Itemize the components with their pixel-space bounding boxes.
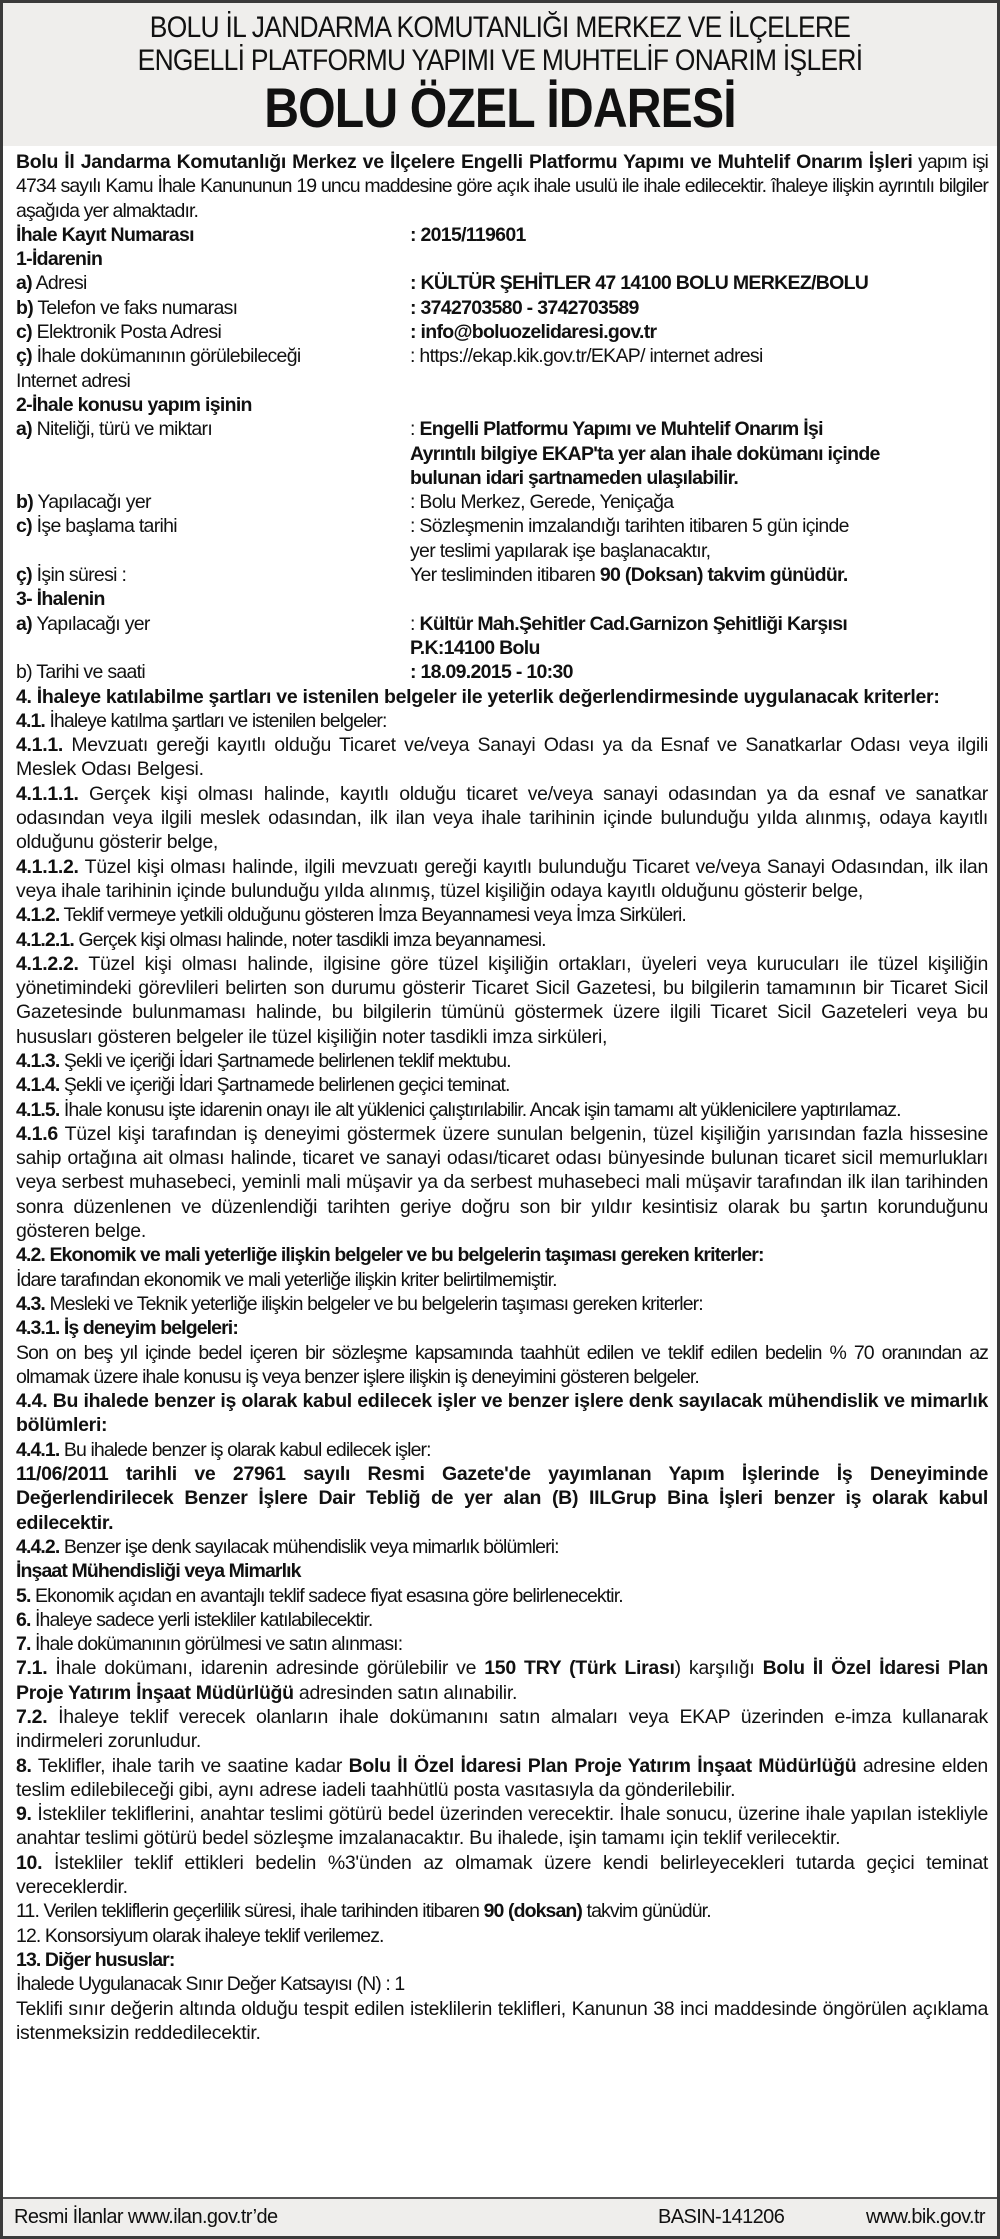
clause-number: 4.1.1.2. (16, 855, 79, 878)
clause-text: takvim günüdür. (582, 1900, 711, 1923)
clause-number: 4.1.4. (16, 1074, 60, 1097)
clause-4-4-title-text: 4.4. Bu ihalede benzer iş olarak kabul edilecek işler ve benzer işlere denk sayılacak mühendislik ve mimarlık bölümleri: (16, 1390, 988, 1437)
section-2-row-a-cont (16, 466, 988, 490)
clause-text: İhale konusu işte idarenin onayı ile alt yüklenici çalıştırılabilir. Ancak işin tamamı alt yüklenicilere yaptırılamaz. (59, 1098, 901, 1121)
row-label: Adresi (31, 272, 87, 295)
official-ads-link[interactable]: Resmi İlanlar www.ilan.gov.tr’de (14, 2206, 278, 2228)
section-1-title (16, 247, 988, 271)
clause-10 (16, 1851, 988, 1900)
header-title-line-2: ENGELLİ PLATFORMU YAPIMI VE MUHTELİF ONARIM İŞLERİ (137, 44, 863, 77)
section-2-row-b (16, 490, 988, 514)
clause-9 (16, 1802, 988, 1851)
row-key: a) (16, 612, 32, 635)
section-4-title (16, 685, 988, 709)
clause-text: Gerçek kişi olması halinde, noter tasdikli imza beyannamesi. (73, 928, 546, 951)
clause-text: Şekli ve içeriği İdari Şartnamede belirlenen teklif mektubu. (59, 1049, 511, 1072)
bik-website-link[interactable]: www.bik.gov.tr (865, 2206, 985, 2228)
clause-text: Gerçek kişi olması halinde, kayıtlı olduğu ticaret ve/veya sanayi odasından ya da esnaf ve sanatkar odasından veya ilgili meslek odasından, ilk ilan veya ihale tarihinin içinde bulunduğu yılda alınmış, odaya kayıtlı olduğunu gösterir belge, (16, 782, 988, 854)
document-price: 150 TRY (Türk Lirası (484, 1657, 675, 1680)
section-2-row-c (16, 514, 988, 538)
clause-text: 11. Verilen tekliflerin geçerlilik süresi, ihale tarihinden itibaren (16, 1900, 484, 1923)
announcement-header (3, 3, 997, 146)
intro-bold: Bolu İl Jandarma Komutanlığı Merkez ve İlçelere Engelli Platformu Yapımı ve Muhtelif Onarım İşleri (16, 151, 913, 173)
clause-text: İhaleye katılma şartları ve istenilen belgeler: (44, 709, 387, 732)
clause-number: 4.1.1.1. (16, 782, 79, 805)
clause-number: 7. (16, 1633, 31, 1656)
duration-value: 90 (Doksan) takvim günüdür. (599, 564, 848, 587)
clause-4-4-2 (16, 1535, 988, 1559)
section-1-row (16, 320, 988, 344)
clause-text: adresinden satın alınabilir. (293, 1681, 518, 1704)
row-key: ç) (16, 345, 32, 368)
email-link[interactable]: : info@boluozelidaresi.gov.tr (410, 321, 657, 344)
clause-13-title (16, 1948, 988, 1972)
row-key: c) (16, 515, 32, 538)
clause-number: 7.2. (16, 1706, 48, 1728)
press-code: BASIN-141206 (658, 2206, 785, 2228)
clause-text: İhale dokümanı, idarenin adresinde görülebilir ve (47, 1657, 485, 1680)
colon: : (410, 418, 420, 441)
clause-number: 4.1.1. (16, 734, 63, 757)
clause-text: Bu ihalede benzer iş olarak kabul edilecek işler: (59, 1438, 431, 1461)
tender-datetime-value: : 18.09.2015 - 10:30 (410, 661, 573, 684)
clause-text: Mevzuatı gereği kayıtlı olduğu Ticaret ve/veya Sanayi Odası ya da Esnaf ve Sanatkarlar Odası veya ilgili Meslek Odası Belgesi. (16, 734, 988, 781)
row-key: b) (16, 296, 34, 319)
row-key: a) (16, 272, 32, 295)
row-key: b) (16, 491, 34, 514)
clause-4-2-title (16, 1243, 988, 1267)
clause-number: 6. (16, 1608, 31, 1631)
ekap-link[interactable]: : https://ekap.kik.gov.tr/EKAP/ internet adresi (410, 345, 763, 368)
clause-4-4-1 (16, 1438, 988, 1462)
clause-number: 4.1.2.1. (16, 928, 74, 951)
section-3-row-a-cont (16, 636, 988, 660)
registration-row (16, 223, 988, 247)
start-date-value: : Sözleşmenin imzalandığı tarihten itibaren 5 gün içinde (410, 515, 849, 538)
clause-text: Tüzel kişi tarafından iş deneyimi göstermek üzere sunulan belgenin, tüzel kişiliğin yarısından fazla hissesine sahip ortağına ait olması halinde, ticaret ve sanayi odası/ticaret odası bünyesinde bulunan ticaret sicil memurlukları veya serbest muhasebeci, yeminli mali müşavir ya da serbest muhasebeci mali müşavir tarafından ilk ilan tarihinden sonra düzenlenen ve düzenlendiği tarihten geriye doğru son bir yıldır kesintisiz olarak bu şartın korunduğunu gösteren belge. (16, 1122, 988, 1243)
clause-number: 5. (16, 1584, 31, 1607)
clause-4-1-1-1 (16, 782, 988, 855)
directorate-name: Bolu İl Özel İdaresi Plan Proje Yatırım İnşaat Müdürlüğü (16, 1657, 988, 1704)
clause-5 (16, 1584, 988, 1608)
row-label: İşe başlama tarihi (31, 515, 177, 538)
section-1-row (16, 296, 988, 320)
section-3-row-a (16, 612, 988, 636)
clause-text: Teklif vermeye yetkili olduğunu gösteren İmza Beyannamesi veya İmza Sirküleri. (59, 904, 686, 927)
clause-number: 4.1. (16, 709, 45, 732)
tender-place-value: Kültür Mah.Şehitler Cad.Garnizon Şehitliği Karşısı (419, 612, 848, 635)
clause-11 (16, 1899, 988, 1923)
clause-text: Tüzel kişi olması halinde, ilgili mevzuatı gereği kayıtlı bulunduğu Ticaret ve/veya Sanayi Odasından, ilk ilan veya ihale tarihinin içinde bulunduğu yılda alınmış, tüzel kişiliğin odaya kayıtlı olduğunu gösterir belge, (16, 855, 988, 902)
row-label: Elektronik Posta Adresi (31, 321, 222, 344)
row-key: c) (16, 321, 32, 344)
clause-4-4-2-bold (16, 1559, 988, 1583)
section-2-row-a (16, 417, 988, 441)
clause-number: 4.1.5. (16, 1098, 60, 1121)
clause-4-1-2 (16, 903, 988, 927)
announcement-footer (3, 2197, 997, 2236)
clause-number: 7.1. (16, 1657, 48, 1680)
row-label: Yapılacağı yer (31, 612, 150, 635)
clause-4-4-title (16, 1389, 988, 1438)
clause-text: Tüzel kişi olması halinde, ilgisine göre tüzel kişiliğin ortakları, üyeleri veya kurucuları ile tüzel kişiliğin yönetimindeki görevlileri belirten son durumu gösterir Ticaret Sicil Gazetesi, bu bilgilerin tamamının bir Ticaret Sicil Gazetesinde bulunmaması halinde, bu bilgilerin tümünü göstermek üzere ilgili Ticaret Sicil Gazeteleri veya bu hususları gösteren belgeler ile tüzel kişiliğin noter tasdikli imza sirküleri, (16, 952, 988, 1048)
section-3-title (16, 587, 988, 611)
clause-number: 10. (16, 1851, 43, 1874)
clause-4-2-text: İdare tarafından ekonomik ve mali yeterliğe ilişkin kriter belirtilmemiştir. (16, 1268, 557, 1291)
clause-number: 4.1.6 (16, 1122, 58, 1145)
registration-value: : 2015/119601 (410, 223, 526, 246)
intro-text: yapım işi 4734 sayılı Kamu İhale Kanununun 19 uncu maddesine göre açık ihale usulü ile ihale edilecektir. îhaleye ilişkin ayrıntılı bilgiler aşağıda yer almaktadır. (16, 151, 988, 222)
phone-value: : 3742703580 - 3742703589 (410, 296, 639, 319)
clause-text: Teklifler, ihale tarih ve saatine kadar (31, 1754, 349, 1777)
clause-text: İhaleye sadece yerli istekliler katılabilecektir. (30, 1608, 373, 1631)
section-2-title-text: 2-İhale konusu yapım işinin (16, 393, 252, 416)
section-2-row-d (16, 563, 988, 587)
similar-works-text: 11/06/2011 tarihli ve 27961 sayılı Resmi Gazete'de yayımlanan Yapım İşlerinde İş Deneyiminde Değerlendirilecek Benzer İşlere Dair Tebliğ de yer alan (B) IILGrup Bina İşleri benzer iş olarak kabul edilecektir. (16, 1463, 988, 1534)
clause-4-3-1-text: Son on beş yıl içinde bedel içeren bir sözleşme kapsamında taahhüt edilen ve teklif edilen bedelin % 70 oranından az olmamak üzere ihale konusu iş veya benzer işlere ilişkin iş deneyimini gösteren belgeler. (16, 1341, 988, 1388)
clause-4-3-1-title (16, 1316, 988, 1340)
clause-text: Şekli ve içeriği İdari Şartnamede belirlenen geçici teminat. (59, 1074, 510, 1097)
intro-paragraph (16, 150, 988, 223)
work-nature-value: Engelli Platformu Yapımı ve Muhtelif Onarım İşi (419, 418, 823, 441)
clause-text: Benzer işe denk sayılacak mühendislik veya mimarlık bölümleri: (59, 1535, 559, 1558)
section-4-title-text: 4. İhaleye katılabilme şartları ve istenilen belgeler ile yeterlik değerlendirmesinde uygulanacak kriterler: (16, 685, 940, 708)
clause-4-1-4 (16, 1073, 988, 1097)
clause-text: İstekliler tekliflerini, anahtar teslimi götürü bedel üzerinden verecektir. İhale sonucu, üzerine ihale yapılan istekliyle anahtar teslimi götürü bedel sözleşme imzalanacaktır. Bu ihalede, işin tamamı için teklif verilecektir. (16, 1803, 988, 1850)
institution-title: BOLU ÖZEL İDARESİ (264, 76, 736, 139)
clause-7 (16, 1632, 988, 1656)
row-label: İhale dokümanının görülebileceği (31, 345, 301, 368)
row-key: a) (16, 418, 32, 441)
internet-address-label: Internet adresi (16, 369, 131, 392)
row-label: Telefon ve faks numarası (33, 296, 238, 319)
clause-text: ) karşılığı (674, 1657, 763, 1680)
clause-13-title-text: 13. Diğer hususlar: (16, 1948, 175, 1971)
clause-number: 4.1.2. (16, 904, 60, 927)
clause-text: adresine elden teslim edilebileceği gibi, aynı adrese iadeli taahhütlü posta vasıtasıyla da gönderilebilir. (16, 1754, 988, 1801)
work-nature-line-3: bulunan idari şartnameden ulaşılabilir. (410, 466, 739, 489)
colon: : (410, 612, 420, 635)
clause-number: 4.3. (16, 1292, 45, 1315)
row-label: İşin süresi : (31, 564, 127, 587)
clause-4-1 (16, 709, 988, 733)
clause-12: 12. Konsorsiyum olarak ihaleye teklif verilemez. (16, 1924, 384, 1947)
clause-7-2 (16, 1705, 988, 1754)
work-nature-line-2: Ayrıntılı bilgiye EKAP'ta yer alan ihale dokümanı içinde (410, 442, 880, 465)
clause-number: 4.4.2. (16, 1535, 60, 1558)
row-label: Niteliği, türü ve miktarı (31, 418, 213, 441)
section-3-row-b (16, 660, 988, 684)
clause-number: 9. (16, 1803, 32, 1826)
clause-6 (16, 1608, 988, 1632)
row-key: ç) (16, 564, 32, 587)
duration-text: Yer tesliminden itibaren (410, 564, 600, 587)
clause-text: İhaleye teklif verecek olanların ihale dokümanını satın almaları veya EKAP üzerinden e-imza kullanarak indirmeleri zorunludur. (16, 1706, 988, 1753)
clause-4-1-2-1 (16, 928, 988, 952)
start-date-line-2: yer teslimi yapılarak işe başlanacaktır, (410, 539, 711, 562)
clause-text: İstekliler teklif ettikleri bedelin %3'ünden az olmamak üzere kendi belirleyecekleri tutarda geçici teminat vereceklerdir. (16, 1851, 988, 1899)
clause-number: 4.1.2.2. (16, 952, 79, 975)
section-1-row (16, 344, 988, 368)
clause-number: 4.4.1. (16, 1438, 60, 1461)
clause-number: 4.1.3. (16, 1049, 60, 1072)
row-label: Yapılacağı yer (33, 491, 151, 514)
section-1-title-text: 1-İdarenin (16, 248, 103, 271)
section-2-row-c-cont (16, 539, 988, 563)
clause-4-1-1 (16, 733, 988, 782)
clause-4-2-title-text: 4.2. Ekonomik ve mali yeterliğe ilişkin belgeler ve bu belgelerin taşıması gereken kriterler: (16, 1244, 764, 1267)
address-value: : KÜLTÜR ŞEHİTLER 47 14100 BOLU MERKEZ/BOLU (410, 272, 869, 295)
section-2-title (16, 393, 988, 417)
engineering-departments-text: İnşaat Mühendisliği veya Mimarlık (16, 1560, 301, 1583)
clause-text: İhale dokümanının görülmesi ve satın alınması: (30, 1633, 403, 1656)
section-2-row-a-cont (16, 442, 988, 466)
row-label: b) Tarihi ve saati (16, 661, 146, 684)
clause-4-1-1-2 (16, 855, 988, 904)
registration-label: İhale Kayıt Numarası (16, 223, 194, 246)
announcement-body (3, 146, 997, 2045)
directorate-name: Bolu İl Özel İdaresi Plan Proje Yatırım İnşaat Müdürlüğü (348, 1754, 857, 1777)
validity-days: 90 (doksan) (483, 1900, 583, 1923)
clause-text: Mesleki ve Teknik yeterliğe ilişkin belgeler ve bu belgelerin taşıması gereken kriterler: (44, 1292, 703, 1315)
tender-place-line-2: P.K:14100 Bolu (410, 636, 540, 659)
clause-13-line-2: Teklifi sınır değerin altında olduğu tespit edilen isteklilerin teklifleri, Kanunun 38 inci maddesinde öngörülen açıklama istenmeksizin reddedilecektir. (16, 1997, 988, 2044)
section-1-extra (16, 369, 988, 393)
section-3-title-text: 3- İhalenin (16, 588, 105, 611)
clause-text: Ekonomik açıdan en avantajlı teklif sadece fiyat esasına göre belirlenecektir. (30, 1584, 623, 1607)
clause-4-1-5 (16, 1098, 988, 1122)
clause-8 (16, 1754, 988, 1803)
work-location-value: : Bolu Merkez, Gerede, Yeniçağa (410, 491, 674, 514)
header-title-line-1: BOLU İL JANDARMA KOMUTANLIĞI MERKEZ VE İLÇELERE (149, 11, 851, 44)
clause-13-line-1: İhalede Uygulanacak Sınır Değer Katsayısı (N) : 1 (16, 1973, 405, 1996)
clause-4-1-6 (16, 1122, 988, 1243)
clause-4-1-3 (16, 1049, 988, 1073)
clause-7-1 (16, 1656, 988, 1705)
clause-4-3-1-title-text: 4.3.1. İş deneyim belgeleri: (16, 1317, 238, 1340)
clause-4-3 (16, 1292, 988, 1316)
clause-4-1-2-2 (16, 952, 988, 1049)
section-1-row (16, 271, 988, 295)
clause-number: 8. (16, 1754, 32, 1777)
clause-4-4-1-bold (16, 1462, 988, 1535)
